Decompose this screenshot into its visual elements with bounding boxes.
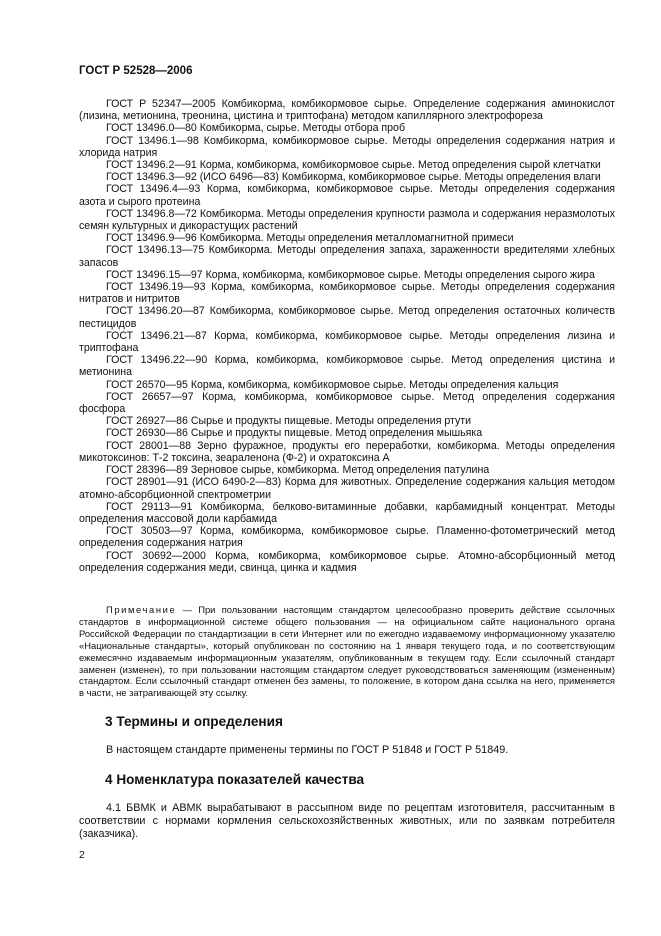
reference-item: ГОСТ 13496.19—93 Корма, комбикорма, комбикормовое сырье. Методы определения содержания нитратов и нитритов [79,281,615,306]
reference-item: ГОСТ 13496.8—72 Комбикорма. Методы определения крупности размола и содержания неразмолотых семян культурных и дикорастущих растений [79,207,615,233]
section-4-heading: 4 Номенклатура показателей качества [105,772,365,787]
document-header: ГОСТ Р 52528—2006 [79,65,193,77]
note-paragraph [79,604,615,699]
reference-item: ГОСТ 28001—88 Зерно фуражное, продукты его переработки, комбикорма. Методы определения микотоксинов: Т-2 токсина, зеараленона (Ф-2) и охратоксина А [79,439,615,464]
reference-item: ГОСТ 13496.2—91 Корма, комбикорма, комбикормовое сырье. Метод определения сырой клетчатки [106,159,601,172]
section-3-text: В настоящем стандарте применены термины по ГОСТ Р 51848 и ГОСТ Р 51849. [106,744,509,756]
reference-item: ГОСТ 13496.0—80 Комбикорма, сырье. Методы отбора проб [106,122,406,135]
reference-item: ГОСТ 28901—91 (ИСО 6490-2—83) Корма для животных. Определение содержания кальция методом атомно-абсорбционной спектрометрии [79,476,615,501]
reference-item: ГОСТ 29113—91 Комбикорма, белково-витаминные добавки, карбамидный концентрат. Методы определения массовой доли карбамида [79,500,615,525]
reference-item: ГОСТ 30503—97 Корма, комбикорма, комбикормовое сырье. Пламенно-фотометрический метод определения содержания натрия [79,525,615,550]
reference-item: ГОСТ 13496.3—92 (ИСО 6496—83) Комбикорма, комбикормовое сырье. Методы определения влаги [106,171,601,184]
reference-item: ГОСТ 26930—86 Сырье и продукты пищевые. Метод определения мышьяка [106,427,483,440]
reference-item: ГОСТ 13496.21—87 Корма, комбикорма, комбикормовое сырье. Методы определения лизина и триптофана [79,329,615,355]
reference-item: ГОСТ Р 52347—2005 Комбикорма, комбикормовое сырье. Определение содержания аминокислот (лизина, метионина, треонина, цистина и триптофана) методом капиллярного электрофореза [79,98,615,123]
reference-item: ГОСТ 30692—2000 Корма, комбикорма, комбикормовое сырье. Атомно-абсорбционный метод определения содержания меди, свинца, цинка и кадмия [79,549,615,574]
reference-item: ГОСТ 13496.22—90 Корма, комбикорма, комбикормовое сырье. Метод определения цистина и метионина [79,354,615,379]
reference-item: ГОСТ 26927—86 Сырье и продукты пищевые. Методы определения ртути [106,415,472,428]
note-label: Примечание [106,604,177,615]
page-number: 2 [79,849,85,861]
reference-item: ГОСТ 13496.4—93 Корма, комбикорма, комбикормовое сырье. Методы определения содержания азота и сырого протеина [79,183,615,208]
normative-references-list [79,98,615,574]
section-3-heading: 3 Термины и определения [105,714,283,729]
reference-item: ГОСТ 13496.20—87 Комбикорма, комбикормовое сырье. Метод определения остаточных количеств пестицидов [79,305,615,330]
reference-item: ГОСТ 26657—97 Корма, комбикорма, комбикормовое сырье. Метод определения содержания фосфора [79,390,615,416]
reference-item: ГОСТ 13496.9—96 Комбикорма. Методы определения металломагнитной примеси [106,232,514,245]
reference-item: ГОСТ 13496.1—98 Комбикорма, комбикормовое сырье. Методы определения содержания натрия и хлорида натрия [79,134,615,159]
section-4-text: 4.1 БВМК и АВМК вырабатывают в рассыпном виде по рецептам изготовителя, рассчитанным в соответствии с нормами кормления сельскохозяйственных животных, или по заявкам потребителя (заказчика). [79,802,615,840]
reference-item: ГОСТ 13496.13—75 Комбикорма. Методы определения запаха, зараженности вредителями хлебных запасов [79,244,615,269]
reference-item: ГОСТ 13496.15—97 Корма, комбикорма, комбикормовое сырье. Методы определения сырого жира [106,268,595,281]
note-text: — При пользовании настоящим стандартом целесообразно проверить действие ссылочных стандартов в информационной системе общего пользования — на официальном сайте национального органа Российской Федерации по стандартизации в сети Интернет или по ежегодно издаваемому информационному указателю «Национальные стандарты», который опубликован по состоянию на 1 января текущего года, и по соответствующим ежемесячно издаваемым информационным указателям, опубликованным в текущем году. Если ссылочный стандарт заменен (изменен), то при пользовании настоящим стандартом следует руководствоваться заменяющим (измененным) стандартом. Если ссылочный стандарт отменен без замены, то положение, в котором дана ссылка на него, применяется в части, не затрагивающей эту ссылку. [79,604,615,699]
reference-item: ГОСТ 28396—89 Зерновое сырье, комбикорма. Метод определения патулина [106,464,490,477]
reference-item: ГОСТ 26570—95 Корма, комбикорма, комбикормовое сырье. Методы определения кальция [106,378,559,391]
